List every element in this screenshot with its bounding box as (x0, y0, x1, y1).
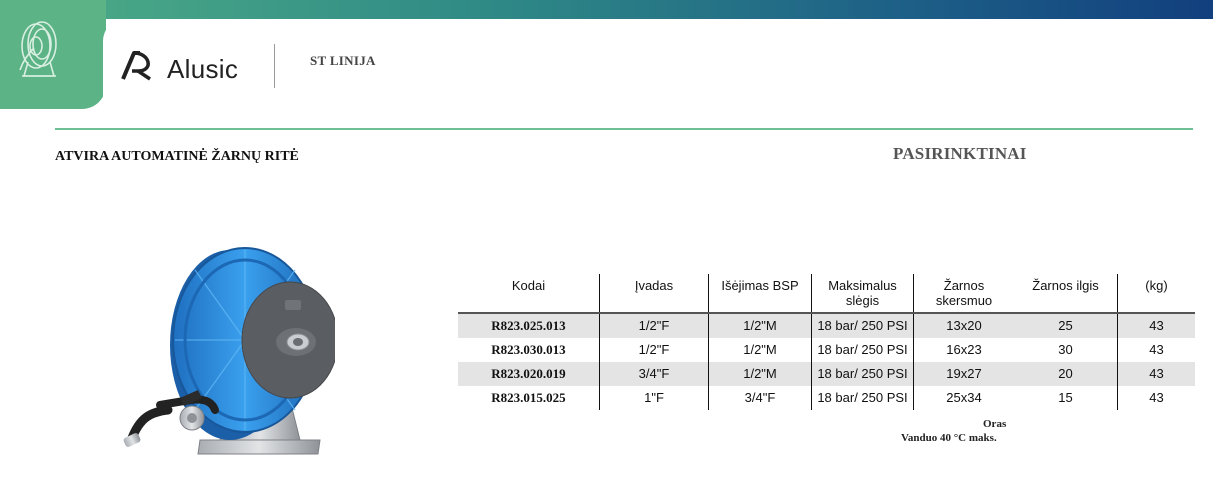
cell-inlet: 3/4"F (600, 362, 709, 386)
col-header-pressure: Maksimalus slėgis (812, 274, 914, 313)
cell-inlet: 1/2"F (600, 313, 709, 338)
cell-pressure: 18 bar/ 250 PSI (812, 338, 914, 362)
cell-outlet: 3/4"F (709, 386, 812, 410)
cell-hose-diameter: 13x20 (914, 313, 1015, 338)
cell-inlet: 1"F (600, 386, 709, 410)
cell-outlet: 1/2"M (709, 362, 812, 386)
col-header-outlet: Išėjimas BSP (709, 274, 812, 313)
media-note: Oras (983, 418, 1007, 430)
col-header-hose-diameter: Žarnos skersmuo (914, 274, 1015, 313)
col-header-weight: (kg) (1118, 274, 1196, 313)
hose-reel-icon (14, 12, 62, 84)
col-header-hose-length: Žarnos ilgis (1014, 274, 1118, 313)
cell-code: R823.015.025 (491, 390, 566, 405)
table-header-row (458, 274, 1195, 313)
cell-hose-length: 15 (1058, 390, 1073, 405)
header-card (103, 19, 1213, 119)
table-row (458, 338, 1195, 362)
cell-hose-diameter: 19x27 (914, 362, 1015, 386)
table-row (458, 386, 1195, 410)
cell-weight: 43 (1118, 313, 1196, 338)
spec-table (458, 274, 1195, 410)
cell-pressure: 18 bar/ 250 PSI (812, 362, 914, 386)
brand-name: Alusic (167, 54, 239, 84)
section-rule (55, 128, 1193, 130)
brand-tab (0, 0, 106, 109)
cell-hose-diameter: 16x23 (914, 338, 1015, 362)
cell-pressure: 18 bar/ 250 PSI (812, 313, 914, 338)
product-title: ATVIRA AUTOMATINĖ ŽARNŲ RITĖ (55, 149, 299, 164)
cell-hose-length: 25 (1014, 313, 1118, 338)
top-gradient-bar (0, 0, 1213, 19)
cell-weight: 43 (1118, 338, 1196, 362)
table-row (458, 313, 1195, 338)
cell-code: R823.030.013 (491, 342, 566, 357)
cell-hose-length: 30 (1058, 342, 1073, 357)
cell-weight: 43 (1118, 362, 1196, 386)
col-header-inlet: Įvadas (600, 274, 709, 313)
hose-reel-photo (120, 240, 335, 465)
cell-hose-length: 20 (1014, 362, 1118, 386)
cell-code: R823.025.013 (458, 313, 600, 338)
cell-pressure: 18 bar/ 250 PSI (812, 386, 914, 410)
optional-heading: PASIRINKTINAI (893, 144, 1027, 163)
cell-outlet: 1/2"M (709, 338, 812, 362)
cell-inlet: 1/2"F (600, 338, 709, 362)
col-header-code: Kodai (458, 274, 600, 313)
header-divider (274, 44, 275, 88)
cell-code: R823.020.019 (458, 362, 600, 386)
product-line-title: ST LINIJA (310, 53, 376, 68)
cell-hose-diameter: 25x34 (914, 386, 1015, 410)
table-row (458, 362, 1195, 386)
cell-weight: 43 (1118, 386, 1196, 410)
cell-outlet: 1/2"M (709, 313, 812, 338)
temperature-note: Vanduo 40 °C maks. (901, 432, 997, 444)
